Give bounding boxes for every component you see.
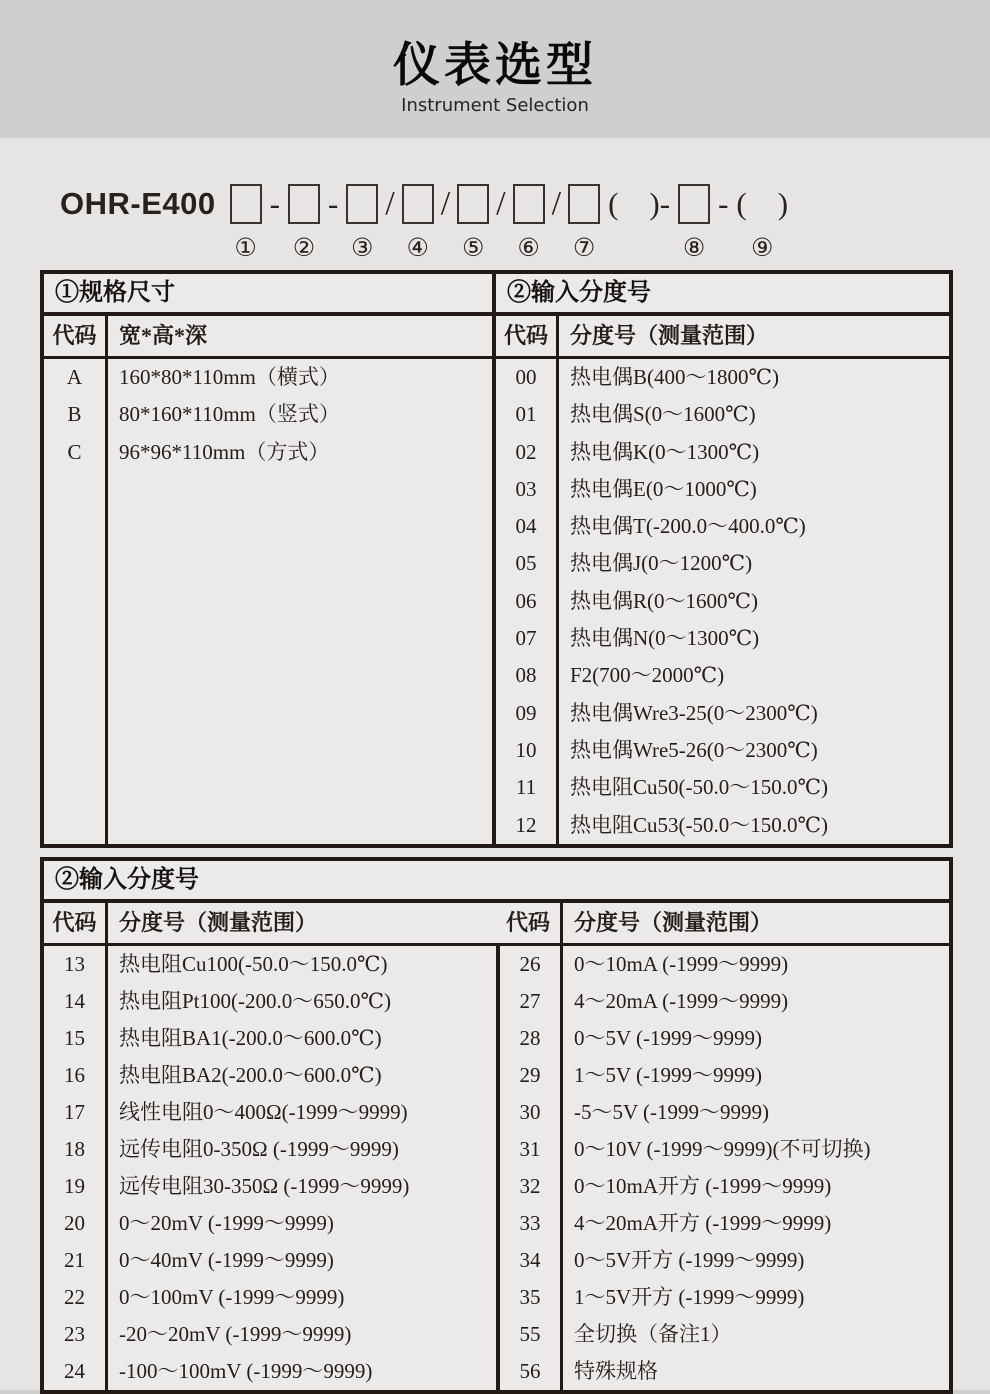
code-box-icon bbox=[678, 184, 710, 224]
model-position-3 bbox=[346, 184, 378, 261]
row-desc: 热电阻Cu53(-50.0～150.0℃) bbox=[570, 812, 828, 837]
row-code: 06 bbox=[496, 583, 559, 620]
row-code: 28 bbox=[500, 1020, 563, 1057]
row-code: 03 bbox=[496, 471, 559, 508]
row-code: C bbox=[44, 434, 108, 471]
row-code: 17 bbox=[44, 1094, 108, 1131]
table-row bbox=[496, 583, 949, 620]
row-code: 11 bbox=[496, 769, 559, 806]
row-code: 23 bbox=[44, 1316, 108, 1353]
tail-parentheses: ( ) bbox=[736, 186, 789, 221]
table-row bbox=[496, 1279, 949, 1316]
table-row bbox=[496, 983, 949, 1020]
row-desc: 热电偶S(0～1600℃) bbox=[570, 402, 756, 427]
row-desc: 4～20mA (-1999～9999) bbox=[574, 988, 789, 1013]
table-row bbox=[496, 1168, 949, 1205]
row-desc: -100～100mV (-1999～9999) bbox=[119, 1358, 373, 1383]
table-row bbox=[496, 1094, 949, 1131]
table-row bbox=[496, 545, 949, 582]
input-header-row bbox=[44, 903, 496, 946]
row-desc: 0～20mV (-1999～9999) bbox=[119, 1210, 334, 1235]
model-position-1 bbox=[230, 184, 262, 261]
model-position-2 bbox=[288, 184, 320, 261]
row-desc: 热电偶E(0～1000℃) bbox=[570, 476, 757, 501]
table-row bbox=[496, 769, 949, 806]
col-header-range: 分度号（测量范围） bbox=[570, 323, 769, 348]
row-desc: 0～100mV (-1999～9999) bbox=[119, 1284, 345, 1309]
position-number-9: ⑨ bbox=[751, 233, 774, 262]
row-code: 16 bbox=[44, 1057, 108, 1094]
position-number-1: ① bbox=[234, 233, 257, 262]
section-title-input-2: ②输入分度号 bbox=[44, 861, 949, 903]
col-header-code: 代码 bbox=[44, 903, 108, 943]
section-title-spec: ①规格尺寸 bbox=[44, 274, 492, 316]
col-header-code: 代码 bbox=[496, 903, 563, 943]
table-row bbox=[44, 359, 492, 396]
table-row bbox=[496, 396, 949, 433]
col-header-code: 代码 bbox=[496, 316, 559, 356]
spec-empty-area bbox=[44, 471, 492, 844]
row-code: B bbox=[44, 396, 108, 433]
input-header-row bbox=[496, 316, 949, 359]
row-code: 05 bbox=[496, 545, 559, 582]
row-code: 12 bbox=[496, 807, 559, 844]
table-row bbox=[44, 1131, 496, 1168]
page-title: 仪表选型 bbox=[393, 38, 597, 93]
row-desc: 80*160*110mm（竖式） bbox=[119, 402, 340, 427]
row-code: 26 bbox=[500, 946, 563, 983]
model-prefix: OHR-E400 bbox=[60, 186, 216, 221]
row-code: 15 bbox=[44, 1020, 108, 1057]
row-desc: 热电阻Pt100(-200.0～650.0℃) bbox=[119, 988, 391, 1013]
row-desc: 1～5V开方 (-1999～9999) bbox=[574, 1284, 805, 1309]
row-desc: 0～5V开方 (-1999～9999) bbox=[574, 1247, 805, 1272]
model-position-6 bbox=[513, 184, 545, 261]
row-desc: 160*80*110mm（横式） bbox=[119, 365, 340, 389]
table-row bbox=[44, 1242, 496, 1279]
table-row bbox=[496, 732, 949, 769]
row-desc: 0～5V (-1999～9999) bbox=[574, 1025, 763, 1050]
row-code: 20 bbox=[44, 1205, 108, 1242]
input-rows-00-12 bbox=[496, 359, 949, 844]
code-box-icon bbox=[402, 184, 434, 224]
row-desc: 热电偶Wre3-25(0～2300℃) bbox=[570, 700, 818, 725]
table-row bbox=[496, 1205, 949, 1242]
table-row bbox=[496, 1242, 949, 1279]
slash-separator: / bbox=[496, 185, 506, 222]
row-desc: 0～10mA (-1999～9999) bbox=[574, 951, 789, 976]
table-row bbox=[496, 620, 949, 657]
row-desc: 热电阻BA1(-200.0～600.0℃) bbox=[119, 1025, 382, 1050]
row-desc: 热电偶Wre5-26(0～2300℃) bbox=[570, 737, 818, 762]
spec-size-table bbox=[44, 274, 496, 844]
table-row bbox=[44, 1168, 496, 1205]
row-code: 13 bbox=[44, 946, 108, 983]
row-desc: 远传电阻0-350Ω (-1999～9999) bbox=[119, 1136, 399, 1161]
model-row bbox=[60, 184, 990, 261]
row-code: 19 bbox=[44, 1168, 108, 1205]
row-code: 24 bbox=[44, 1353, 108, 1390]
table-row bbox=[44, 1020, 496, 1057]
row-code: 27 bbox=[500, 983, 563, 1020]
row-desc: -20～20mV (-1999～9999) bbox=[119, 1321, 352, 1346]
row-desc: -5～5V (-1999～9999) bbox=[574, 1099, 770, 1124]
row-desc: 0～10V (-1999～9999)(不可切换) bbox=[574, 1136, 871, 1161]
table-spec-and-input bbox=[40, 270, 953, 848]
position-number-2: ② bbox=[292, 233, 316, 262]
table-row bbox=[496, 657, 949, 694]
row-desc: 热电阻Cu50(-50.0～150.0℃) bbox=[570, 775, 828, 800]
table-row bbox=[496, 807, 949, 844]
model-code-line bbox=[60, 184, 990, 261]
position-number-5: ⑤ bbox=[461, 233, 485, 262]
dash-separator: - bbox=[269, 186, 280, 221]
table-input-continued bbox=[40, 857, 953, 1394]
position-number-4: ④ bbox=[406, 233, 429, 262]
col-header-range: 分度号（测量范围） bbox=[574, 909, 773, 935]
dash-separator: - bbox=[327, 186, 339, 221]
table-row bbox=[496, 1353, 949, 1390]
row-desc: 热电阻Cu100(-50.0～150.0℃) bbox=[119, 951, 388, 976]
row-code: 34 bbox=[500, 1242, 563, 1279]
slash-separator: / bbox=[440, 185, 451, 222]
row-code: 33 bbox=[500, 1205, 563, 1242]
input-header-row bbox=[496, 903, 949, 946]
table-row bbox=[44, 396, 492, 433]
table-row bbox=[44, 1316, 496, 1353]
table-row bbox=[44, 434, 492, 471]
row-code: 09 bbox=[496, 695, 559, 732]
row-desc: 热电偶K(0～1300℃) bbox=[570, 439, 760, 464]
row-code: 07 bbox=[496, 620, 559, 657]
row-code: 02 bbox=[496, 434, 559, 471]
model-position-8 bbox=[678, 184, 710, 261]
table-row bbox=[44, 1094, 496, 1131]
spec-rows bbox=[44, 359, 492, 471]
table-row bbox=[496, 359, 949, 396]
code-box-icon bbox=[288, 184, 320, 224]
row-desc: 热电偶J(0～1200℃) bbox=[570, 551, 753, 576]
code-box-icon bbox=[513, 184, 545, 224]
position-number-6: ⑥ bbox=[517, 233, 540, 262]
row-code: 32 bbox=[500, 1168, 563, 1205]
table-row bbox=[44, 983, 496, 1020]
code-box-icon bbox=[457, 184, 489, 224]
row-desc: 远传电阻30-350Ω (-1999～9999) bbox=[119, 1173, 410, 1198]
col-header-range: 分度号（测量范围） bbox=[119, 909, 318, 935]
model-position-4 bbox=[402, 184, 434, 261]
model-position-7 bbox=[568, 184, 600, 261]
spec-header-row bbox=[44, 316, 492, 359]
row-code: 21 bbox=[44, 1242, 108, 1279]
row-desc: 线性电阻0～400Ω(-1999～9999) bbox=[119, 1099, 408, 1124]
table-row bbox=[496, 695, 949, 732]
position-number-3: ③ bbox=[351, 233, 374, 262]
table-row bbox=[496, 471, 949, 508]
row-code: A bbox=[44, 359, 108, 396]
table-row bbox=[44, 1353, 496, 1390]
row-desc: 热电偶T(-200.0～400.0℃) bbox=[570, 514, 806, 539]
document-page bbox=[0, 23, 990, 1390]
model-position-5 bbox=[457, 184, 489, 261]
row-code: 31 bbox=[500, 1131, 563, 1168]
table-row bbox=[496, 946, 949, 983]
input-table-right bbox=[496, 903, 949, 1390]
row-code: 01 bbox=[496, 396, 559, 433]
row-desc: 热电阻BA2(-200.0～600.0℃) bbox=[119, 1062, 382, 1087]
input-rows-13-24 bbox=[44, 946, 496, 1390]
row-desc: 0～10mA开方 (-1999～9999) bbox=[574, 1173, 832, 1198]
row-code: 35 bbox=[500, 1279, 563, 1316]
row-desc: 4～20mA开方 (-1999～9999) bbox=[574, 1210, 832, 1235]
row-code: 14 bbox=[44, 983, 108, 1020]
table-row bbox=[496, 434, 949, 471]
row-desc: F2(700～2000℃) bbox=[570, 663, 725, 688]
row-code: 04 bbox=[496, 508, 559, 545]
table-row bbox=[44, 946, 496, 983]
header-banner bbox=[0, 23, 990, 138]
table-row bbox=[496, 1131, 949, 1168]
position-number-7: ⑦ bbox=[572, 233, 596, 262]
table-row bbox=[44, 1205, 496, 1242]
table-row bbox=[496, 1316, 949, 1353]
row-desc: 0～40mV (-1999～9999) bbox=[119, 1247, 334, 1272]
row-code: 10 bbox=[496, 732, 559, 769]
col-header-code: 代码 bbox=[44, 316, 108, 356]
input-table-halves bbox=[44, 903, 949, 1390]
slash-separator: / bbox=[551, 185, 562, 222]
row-desc: 热电偶B(400～1800℃) bbox=[570, 365, 779, 389]
input-rows-26-56 bbox=[496, 946, 949, 1390]
dash-separator: - bbox=[718, 186, 729, 221]
model-position-9 bbox=[736, 184, 788, 261]
row-code: 18 bbox=[44, 1131, 108, 1168]
row-desc: 1～5V (-1999～9999) bbox=[574, 1062, 763, 1087]
input-graduation-table-1 bbox=[496, 274, 949, 844]
col-header-size: 宽*高*深 bbox=[119, 323, 208, 348]
code-box-icon bbox=[230, 184, 262, 224]
table-row bbox=[44, 1057, 496, 1094]
input-table-left bbox=[44, 903, 496, 1390]
row-desc: 全切换（备注1） bbox=[574, 1321, 732, 1346]
page-subtitle: Instrument Selection bbox=[401, 95, 589, 116]
row-code: 29 bbox=[500, 1057, 563, 1094]
position-number-8: ⑧ bbox=[682, 233, 706, 262]
row-desc: 96*96*110mm（方式） bbox=[119, 439, 330, 464]
table-row bbox=[496, 1057, 949, 1094]
slash-separator: / bbox=[385, 185, 395, 222]
row-code: 55 bbox=[500, 1316, 563, 1353]
row-desc: 特殊规格 bbox=[574, 1358, 658, 1383]
row-code: 08 bbox=[496, 657, 559, 694]
section-title-input: ②输入分度号 bbox=[496, 274, 949, 316]
row-code: 00 bbox=[496, 359, 559, 396]
row-desc: 热电偶R(0～1600℃) bbox=[570, 588, 758, 613]
paren-dash-separator: ( )- bbox=[608, 186, 671, 221]
row-code: 56 bbox=[500, 1353, 563, 1390]
code-box-icon bbox=[346, 184, 378, 224]
table-row bbox=[496, 1020, 949, 1057]
row-desc: 热电偶N(0～1300℃) bbox=[570, 626, 760, 651]
row-code: 22 bbox=[44, 1279, 108, 1316]
table-row bbox=[496, 508, 949, 545]
table-row bbox=[44, 1279, 496, 1316]
row-code: 30 bbox=[500, 1094, 563, 1131]
code-box-icon bbox=[568, 184, 600, 224]
